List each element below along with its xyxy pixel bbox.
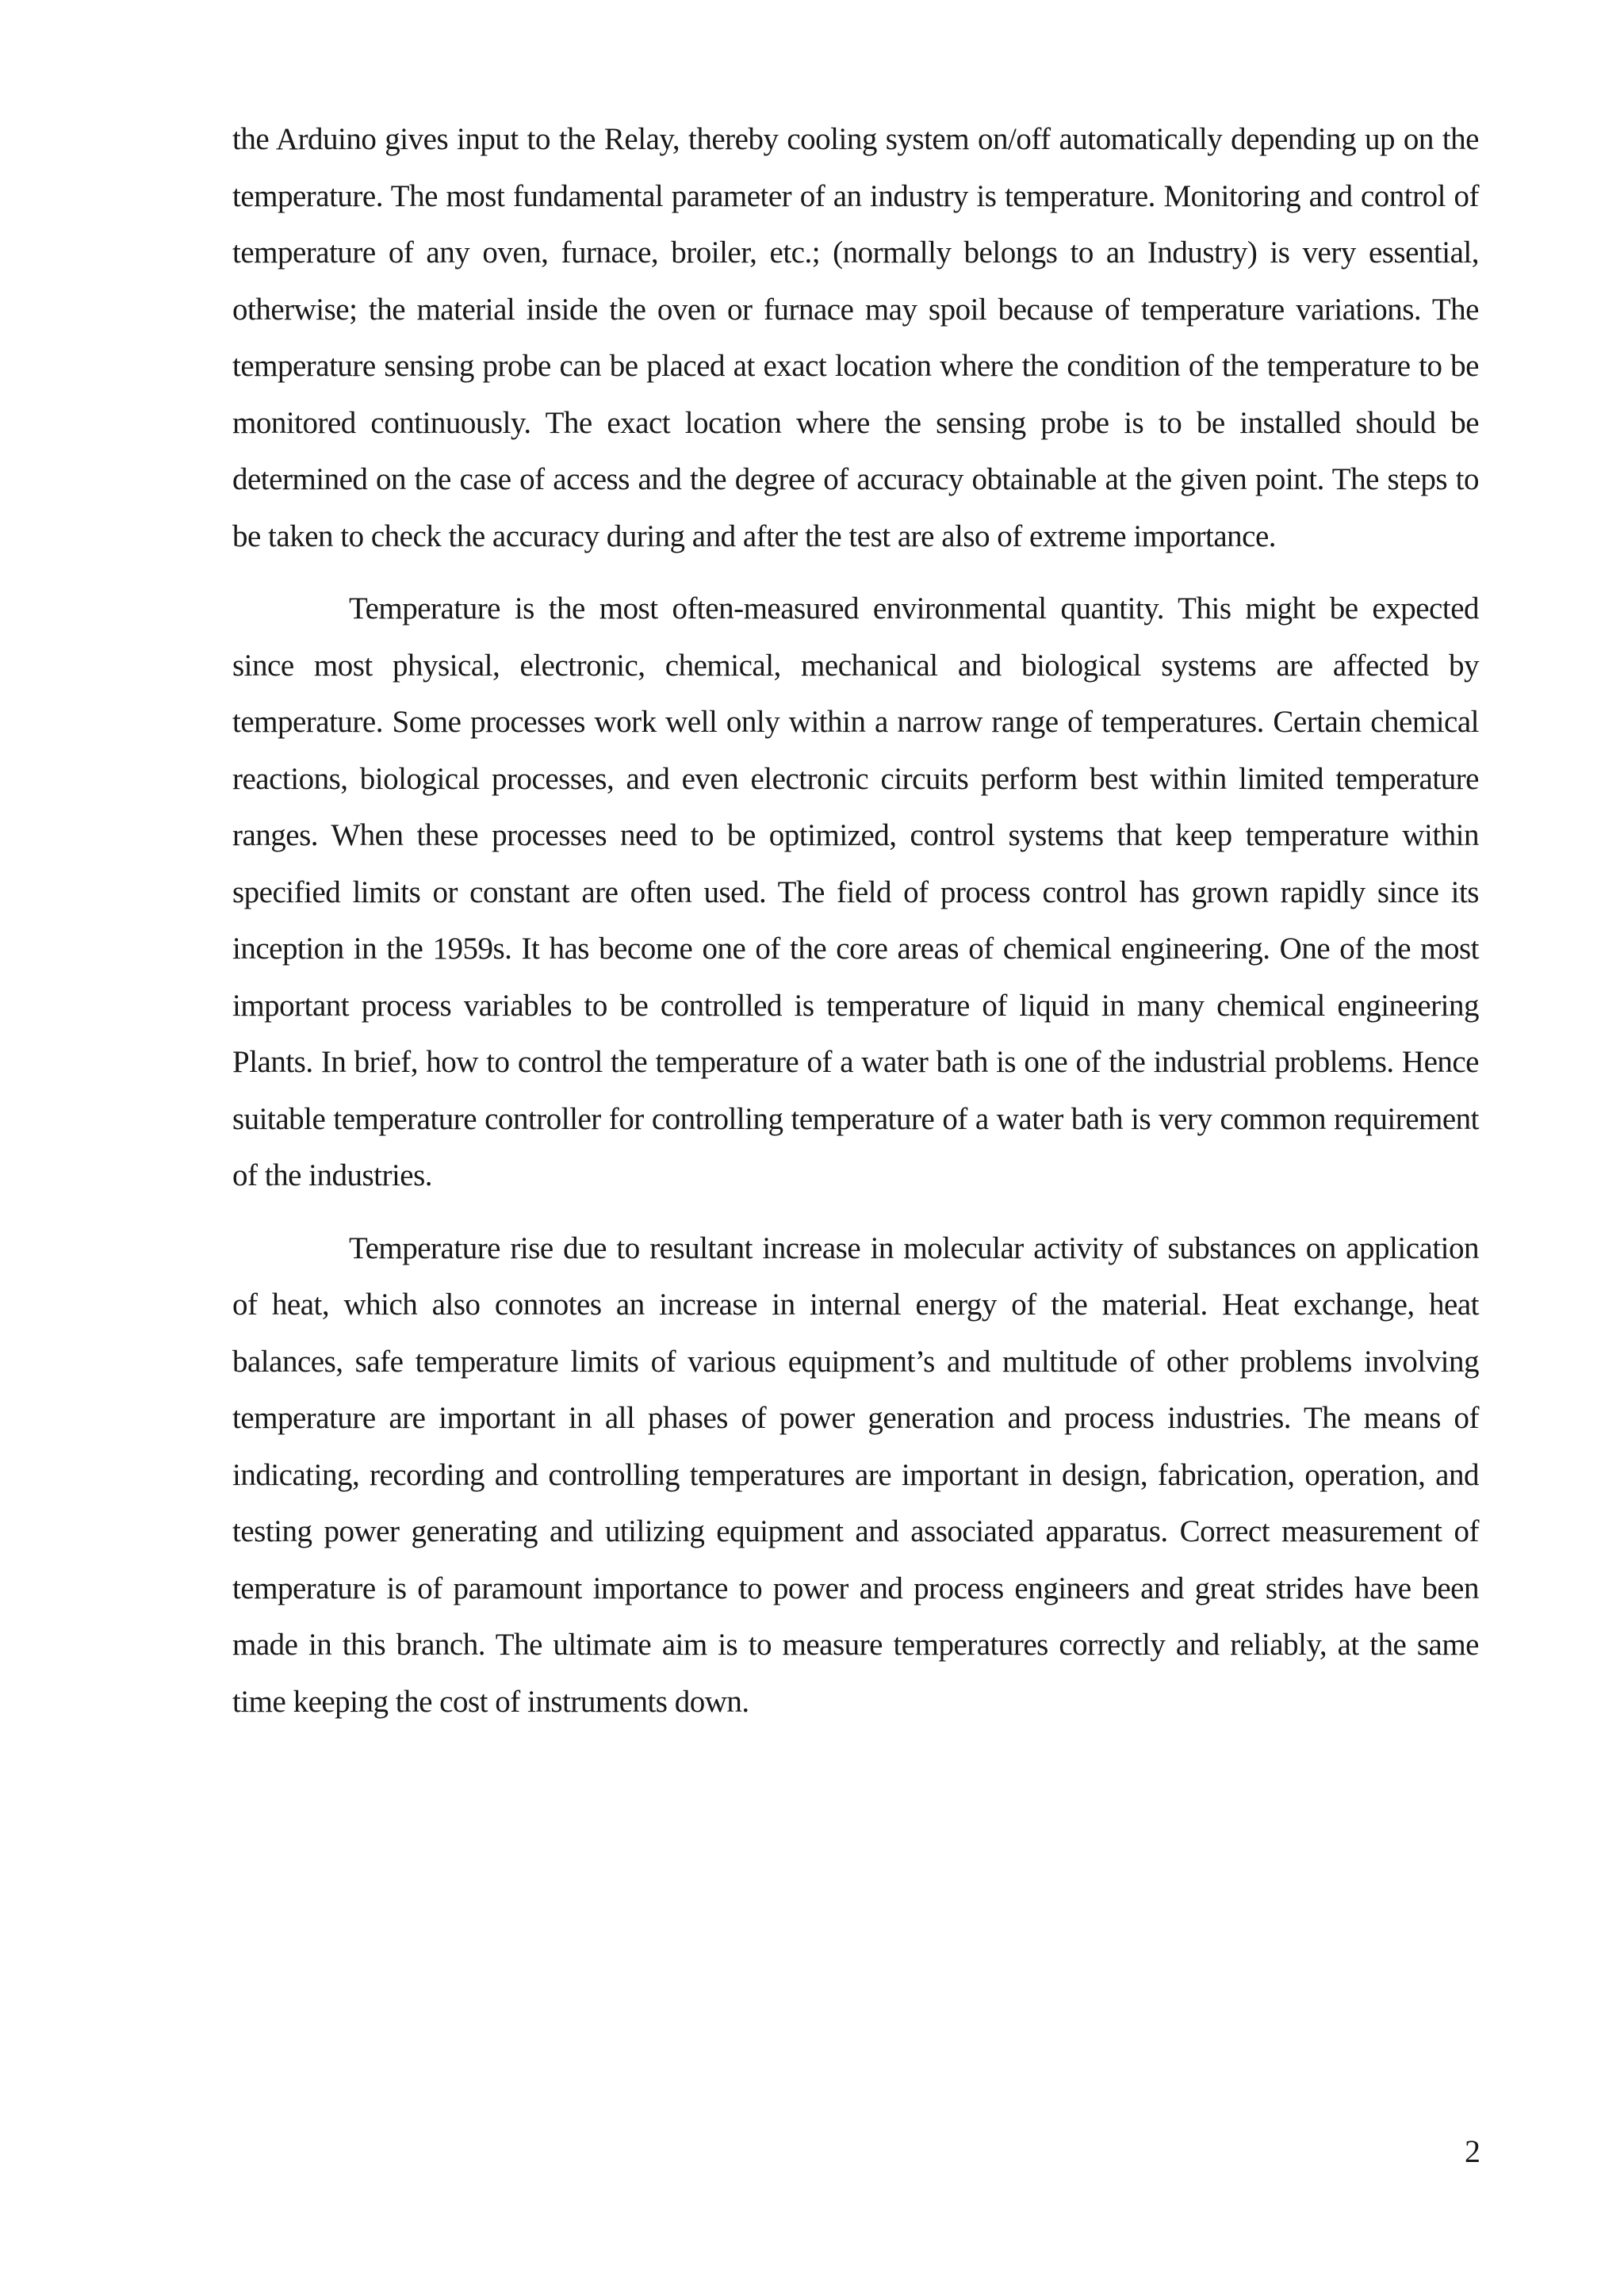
page-number: 2 xyxy=(1465,2133,1480,2169)
paragraph-3: Temperature rise due to resultant increase in molecular activity of substances on application of heat, which also connotes an increase in internal energy of the material. Heat exchange, heat balances, safe temperature limits of various equipment’s and multitude of other problems involving temperature are important in all phases of power generation and process industries. The means of indicating, recording and controlling temperatures are important in design, fabrication, operation, and testing power generating and utilizing equipment and associated apparatus. Correct measurement of temperature is of paramount importance to power and process engineers and great strides have been made in this branch. The ultimate aim is to measure temperatures correctly and reliably, at the same time keeping the cost of instruments down. xyxy=(232,1230,1479,1719)
paragraph-1: the Arduino gives input to the Relay, thereby cooling system on/off automatically depending up on the temperature. The most fundamental parameter of an industry is temperature. Monitoring and control of temperature of any oven, furnace, broiler, etc.; (normally belongs to an Industry) is very essential, otherwise; the material inside the oven or furnace may spoil because of temperature variations. The temperature sensing probe can be placed at exact location where the condition of the temperature to be monitored continuously. The exact location where the sensing probe is to be installed should be determined on the case of access and the degree of accuracy obtainable at the given point. The steps to be taken to check the accuracy during and after the test are also of extreme importance. xyxy=(232,122,1479,553)
document-body xyxy=(232,111,1479,1730)
paragraph-2: Temperature is the most often-measured environmental quantity. This might be expected since most physical, electronic, chemical, mechanical and biological systems are affected by temperature. Some processes work well only within a narrow range of temperatures. Certain chemical reactions, biological processes, and even electronic circuits perform best within limited temperature ranges. When these processes need to be optimized, control systems that keep temperature within specified limits or constant are often used. The field of process control has grown rapidly since its inception in the 1959s. It has become one of the core areas of chemical engineering. One of the most important process variables to be controlled is temperature of liquid in many chemical engineering Plants. In brief, how to control the temperature of a water bath is one of the industrial problems. Hence suitable temperature controller for controlling temperature of a water bath is very common requirement of the industries. xyxy=(232,591,1479,1192)
